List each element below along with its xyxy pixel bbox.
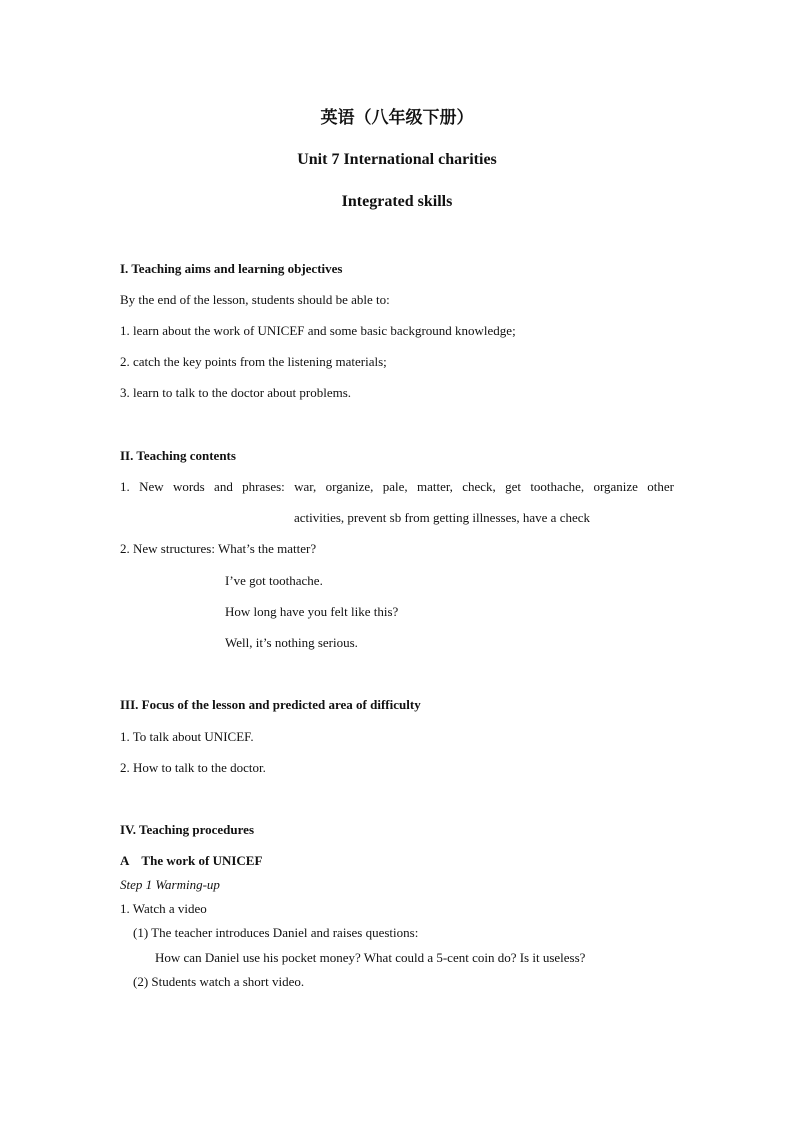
section2-structure-2: How long have you felt like this? [225, 604, 399, 619]
unit-title: Unit 7 International charities [297, 151, 497, 168]
part-a-heading: A The work of UNICEF [120, 853, 263, 868]
section1-item-2: 2. catch the key points from the listening materials; [120, 354, 387, 369]
section1-heading: I. Teaching aims and learning objectives [120, 261, 343, 276]
section2-words-line1: 1. New words and phrases: war, organize, pale, matter, check, get toothache, organize other [120, 479, 674, 494]
section2-structure-3: Well, it’s nothing serious. [225, 635, 358, 650]
step1-sub-1: (1) The teacher introduces Daniel and raises questions: [133, 925, 419, 940]
section1-item-3: 3. learn to talk to the doctor about problems. [120, 385, 352, 400]
step1-item-1: 1. Watch a video [120, 901, 207, 916]
step1-sub-2: (2) Students watch a short video. [133, 974, 305, 989]
section2-structure-1: I’ve got toothache. [225, 573, 323, 588]
lesson-title: Integrated skills [341, 193, 453, 210]
section1-item-1: 1. learn about the work of UNICEF and some basic background knowledge; [120, 323, 516, 338]
section4-heading: IV. Teaching procedures [120, 822, 255, 837]
section1-intro: By the end of the lesson, students should be able to: [120, 292, 390, 307]
section2-heading: II. Teaching contents [120, 448, 236, 463]
section3-heading: III. Focus of the lesson and predicted area of difficulty [120, 697, 421, 712]
section3-item-2: 2. How to talk to the doctor. [120, 760, 266, 775]
step1-sub-1-questions: How can Daniel use his pocket money? What could a 5-cent coin do? Is it useless? [155, 950, 586, 965]
section2-structures-label: 2. New structures: What’s the matter? [120, 541, 317, 556]
subject-title: 英语（八年级下册） [320, 108, 474, 127]
step1-heading: Step 1 Warming-up [120, 877, 220, 892]
section2-words-line2: activities, prevent sb from getting illnesses, have a check [294, 510, 591, 525]
section3-item-1: 1. To talk about UNICEF. [120, 729, 254, 744]
